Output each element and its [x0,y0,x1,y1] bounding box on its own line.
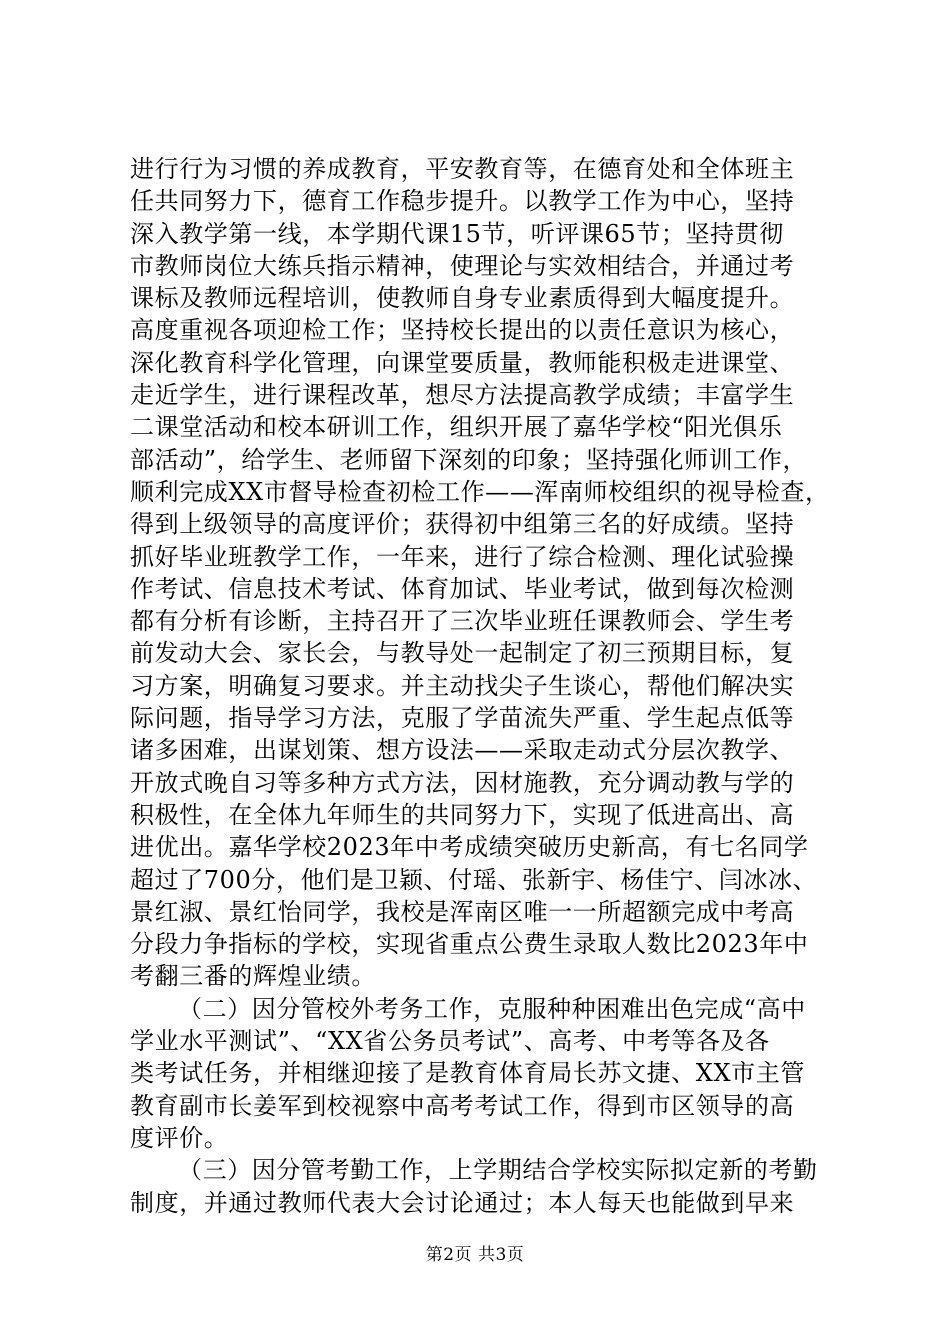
text-line: 抓好毕业班教学工作，一年来，进行了综合检测、理化试验操 [130,542,795,571]
text-line: 开放式晚自习等多种方式方法，因材施教，充分调动教与学的 [130,768,795,797]
text-line: 景红淑、景红怡同学，我校是浑南区唯一一所超额完成中考高 [130,897,795,926]
text-line: 考翻三番的辉煌业绩。 [130,962,376,991]
text-line: 高度重视各项迎检工作；坚持校长提出的以责任意识为核心， [130,316,795,345]
text-line: 深化教育科学化管理，向课堂要质量，教师能积极走进课堂、 [130,348,795,377]
text-line: 作考试、信息技术考试、体育加试、毕业考试，做到每次检测 [130,574,795,603]
text-line: 际问题，指导学习方法，克服了学苗流失严重、学生起点低等 [130,704,795,733]
text-line: 超过了700分，他们是卫颖、付瑶、张新宇、杨佳宁、闫冰冰、 [130,865,818,894]
text-line: 走近学生，进行课程改革，想尽方法提高教学成绩；丰富学生 [130,381,795,410]
paragraph-start-line: （二）因分管校外考务工作，克服种种困难出色完成“高中 [178,994,806,1023]
text-line: 市教师岗位大练兵指示精神，使理论与实效相结合，并通过考 [130,251,795,280]
text-line: 任共同努力下，德育工作稳步提升。以教学工作为中心，坚持 [130,187,795,216]
text-line: 得到上级领导的高度评价；获得初中组第三名的好成绩。坚持 [130,510,795,539]
text-line: 习方案，明确复习要求。并主动找尖子生谈心，帮他们解决实 [130,671,795,700]
text-line: 进优出。嘉华学校2023年中考成绩突破历史新高，有七名同学 [130,833,809,862]
body-text [130,153,830,1219]
text-line: 诸多困难，出谋划策、想方设法——采取走动式分层次教学、 [130,736,795,765]
text-line: 度评价。 [130,1123,229,1152]
text-line: 顺利完成XX市督导检查初检工作——浑南师校组织的视导检查， [130,477,830,506]
text-line: 深入教学第一线，本学期代课15节，听评课65节；坚持贯彻 [130,219,784,248]
text-line: 都有分析有诊断，主持召开了三次毕业班任课教师会、学生考 [130,607,795,636]
text-line: 制度，并通过教师代表大会讨论通过；本人每天也能做到早来 [130,1188,795,1217]
text-line: 课标及教师远程培训，使教师自身专业素质得到大幅度提升。 [130,284,795,313]
text-line: 二课堂活动和校本研训工作，组织开展了嘉华学校“阳光俱乐 [130,413,783,442]
text-line: 进行行为习惯的养成教育，平安教育等，在德育处和全体班主 [130,155,795,183]
text-line: 前发动大会、家长会，与教导处一起制定了初三预期目标，复 [130,639,795,668]
text-line: 教育副市长姜军到校视察中高考考试工作，得到市区领导的高 [130,1091,795,1120]
text-line: 部活动”，给学生、老师留下深刻的印象；坚持强化师训工作， [130,445,808,474]
text-line: 积极性，在全体九年师生的共同努力下，实现了低进高出、高 [130,800,795,829]
paragraph-start-line: （三）因分管考勤工作，上学期结合学校实际拟定新的考勤 [178,1156,818,1185]
page-number-footer: 第2页 共3页 [425,1245,525,1265]
text-line: 学业水平测试”、“XX省公务员考试”、高考、中考等各及各 [130,1027,770,1056]
text-line: 分段力争指标的学校，实现省重点公费生录取人数比2023年中 [130,930,809,959]
text-line: 类考试任务，并相继迎接了是教育体育局长苏文捷、XX市主管 [130,1059,805,1088]
